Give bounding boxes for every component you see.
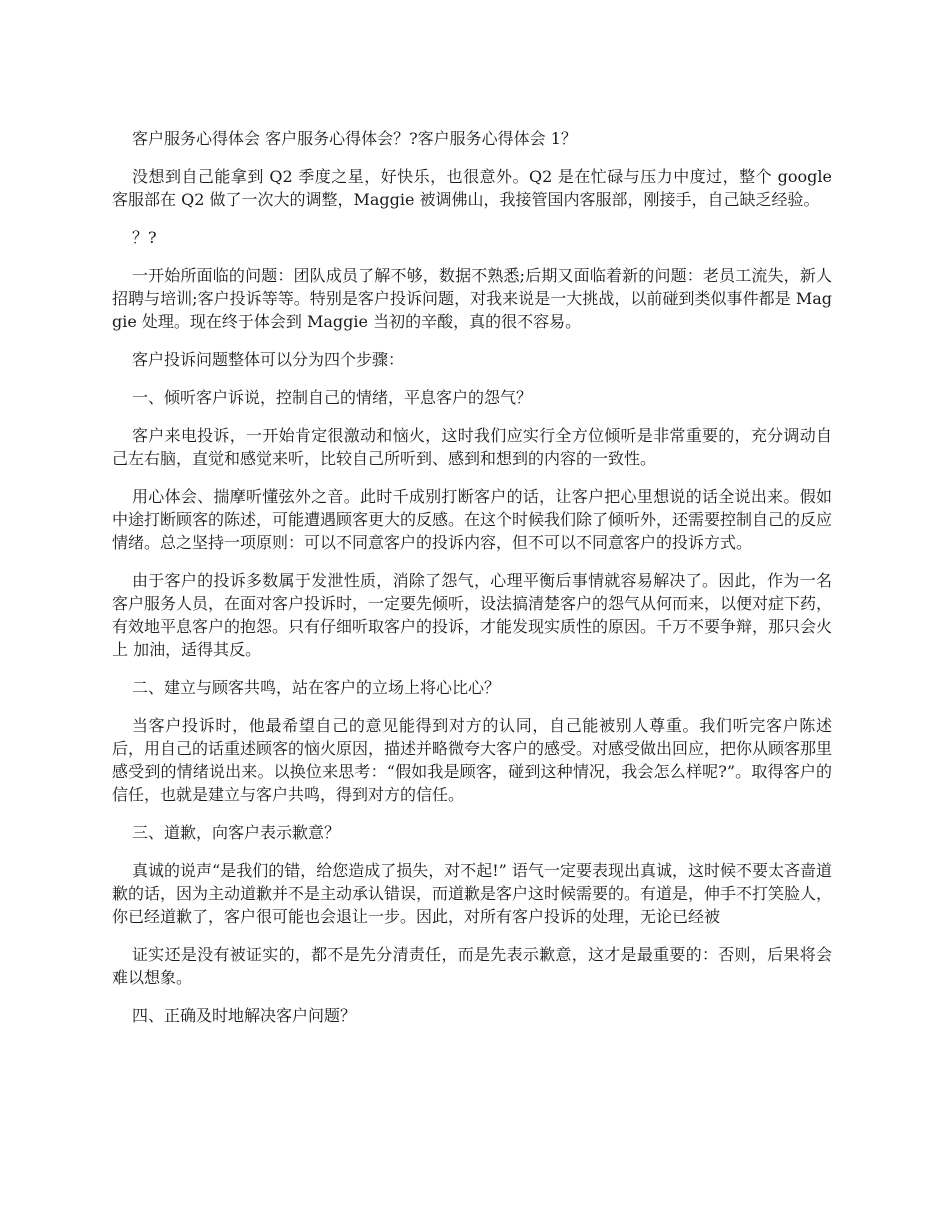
paragraph-step3-b: 证实还是没有被证实的，都不是先分清责任，而是先表示歉意，这才是最重要的：否则，后果将会难以想象。 <box>112 945 832 987</box>
paragraph-step3-a: 真诚的说声“是我们的错，给您造成了损失，对不起!” 语气一定要表现出真诚，这时候不要太吝啬道歉的话，因为主动道歉并不是主动承认错误，而道歉是客户这时候需要的。有道是，伸手不打笑脸人，你已经道歉了，客户很可能也会退让一步。因此，对所有客户投诉的处理，无论已经被 <box>112 861 833 926</box>
paragraph-step2: 当客户投诉时，他最希望自己的意见能得到对方的认同，自己能被别人尊重。我们听完客户陈述后，用自己的话重述顾客的恼火原因，描述并略微夸大客户的感受。对感受做出回应，把你从顾客那里感受到的情绪说出来。以换位来思考：“假如我是顾客，碰到这种情况，我会怎么样呢?”。取得客户的信任，也就是建立与客户共鸣，得到对方的信任。 <box>112 716 833 804</box>
paragraph-steps-intro: 客户投诉问题整体可以分为四个步骤： <box>132 350 405 369</box>
paragraph-problems: 一开始所面临的问题：团队成员了解不够，数据不熟悉;后期又面临着新的问题：老员工流失，新人招聘与培训;客户投诉等等。特别是客户投诉问题，对我来说是一大挑战，以前碰到类似事件都是 Maggie 处理。现在终于体会到 Maggie 当初的辛酸，真的很不容易。 <box>112 266 832 331</box>
paragraph-intro: 没想到自己能拿到 Q2 季度之星，好快乐，也很意外。Q2 是在忙碌与压力中度过，整个 google 客服部在 Q2 做了一次大的调整，Maggie 被调佛山，我接管国内客服部，刚接手，自己缺乏经验。 <box>112 167 832 209</box>
paragraph-step1-a: 客户来电投诉，一开始肯定很激动和恼火，这时我们应实行全方位倾听是非常重要的，充分调动自己左右脑，直觉和感觉来听，比较自己所听到、感到和想到的内容的一致性。 <box>112 426 832 468</box>
step-heading-2: 二、建立与顾客共鸣，站在客户的立场上将心比心？ <box>132 678 501 697</box>
step-heading-4: 四、正确及时地解决客户问题？ <box>132 1006 357 1025</box>
doc-title-line: 客户服务心得体会 客户服务心得体会？?客户服务心得体会 1？ <box>132 129 577 148</box>
paragraph-step1-c: 由于客户的投诉多数属于发泄性质，消除了怨气，心理平衡后事情就容易解决了。因此，作为一名客户服务人员，在面对客户投诉时，一定要先倾听，设法搞清楚客户的怨气从何而来，以便对症下药，有效地平息客户的抱怨。只有仔细听取客户的投诉，才能发现实质性的原因。千万不要争辩，那只会火上 加油，适得其反。 <box>112 571 833 659</box>
step-heading-3: 三、道歉，向客户表示歉意？ <box>132 823 341 842</box>
paragraph-separator: ？? <box>132 228 157 247</box>
step-heading-1: 一、倾听客户诉说，控制自己的情绪，平息客户的怨气？ <box>132 388 533 407</box>
paragraph-step1-b: 用心体会、揣摩听懂弦外之音。此时千成别打断客户的话，让客户把心里想说的话全说出来。假如中途打断顾客的陈述，可能遭遇顾客更大的反感。在这个时候我们除了倾听外，还需要控制自己的反应情绪。总之坚持一项原则：可以不同意客户的投诉内容，但不可以不同意客户的投诉方式。 <box>112 487 833 552</box>
